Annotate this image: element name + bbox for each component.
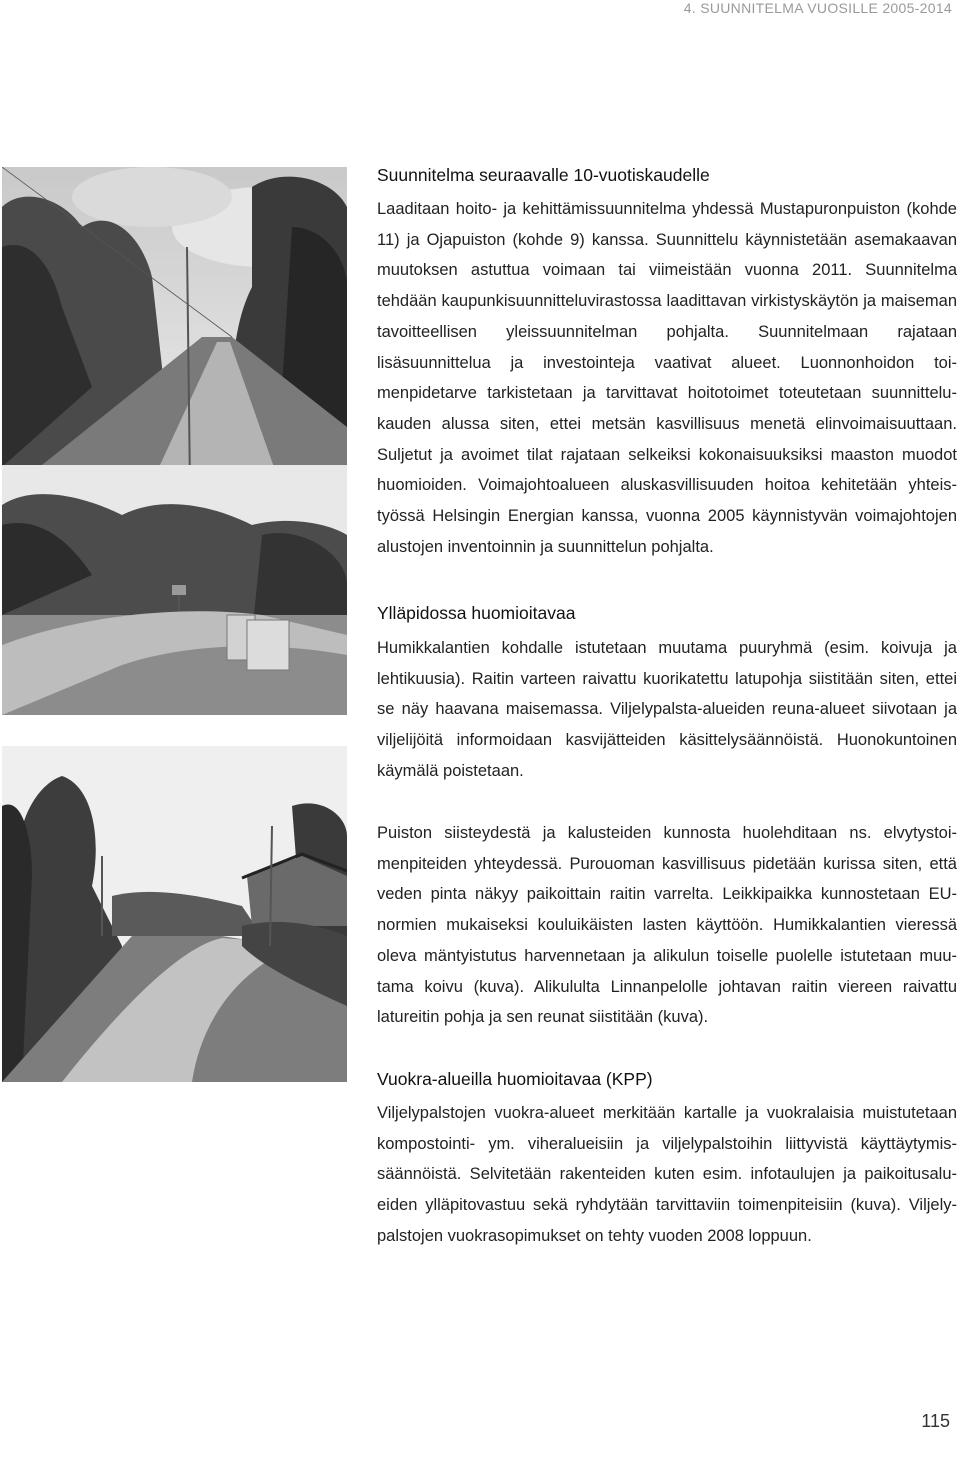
section-heading-maintenance: Ylläpidossa huomioitavaa — [377, 603, 576, 623]
photo-road-with-cabin — [2, 746, 347, 1082]
section-body-rental-areas: Viljelypalstojen vuokra-alueet merkitään kartalle ja vuokralaisia muistutetaan kompostointi- ym. viheralueisiin ja viljelypalstoihin liittyvistä käyttäytymissäännöistä. Selvitetään rakenteiden kuten esim. infotaulujen ja paikoitusalueiden ylläpitovastuu sekä ryhdytään tarvittaviin toimenpiteisiin (kuva). Viljelypalstojen vuokrasopimukset on tehty vuoden 2008 loppuun. — [377, 1104, 957, 1245]
page-number: 115 — [921, 1411, 950, 1431]
photo-path-crossing-waste-bins — [2, 465, 347, 715]
section-body-ten-year-plan: Laaditaan hoito- ja kehittämissuunnitelma yhdessä Mustapuronpuiston (kohde 11) ja Ojapuiston (kohde 9) kanssa. Suunnittelu käynnistetään asemakaavan muutoksen astuttua voimaan tai viimeistään vuonna 2011. Suunnitelma tehdään kaupunkisuunnitteluvirastossa laadittavan virkistyskäytön ja maiseman tavoitteellisen yleissuunnitelman pohjalta. Suunnitelmaan rajataan lisäsuunnittelua ja investointeja vaativat alueet. Luonnonhoidon toimenpidetarve tarkistetaan ja tarvittavat hoitotoimet toteutetaan suunnittelukauden alussa siten, ettei metsän kasvillisuus menetä elinvoimaisuuttaan. Suljetut ja avoimet tilat rajataan selkeiksi kokonaisuuksiksi maaston muodot huomioiden. Voimajohtoalueen aluskasvillisuuden hoitoa kehitetään yhteistyössä Helsingin Energian kanssa, vuonna 2005 käynnistyvän voimajohtojen alustojen inventoinnin ja suunnittelun pohjalta. — [377, 200, 957, 556]
section-body-maintenance: Humikkalantien kohdalle istutetaan muutama puuryhmä (esim. koivuja ja lehtikuusia). Raitin varteen raivattu kuorikatettu latupohja siistitään siten, ettei se näy haavana maisemassa. Viljelypalsta-alueiden reuna-alueet siivotaan ja viljelijöitä informoidaan kasvijätteiden käsittelysäännöistä. Huonokuntoinen käymälä poistetaan. — [377, 639, 957, 780]
section-heading-ten-year-plan: Suunnitelma seuraavalle 10-vuotiskaudelle — [377, 165, 710, 185]
section-heading-rental-areas: Vuokra-alueilla huomioitavaa (KPP) — [377, 1069, 653, 1089]
section-body-park-cleanliness: Puiston siisteydestä ja kalusteiden kunnosta huolehditaan ns. elvytystoimenpiteiden yhteydessä. Purouoman kasvillisuus pidetään kurissa siten, että veden pinta näkyy paikoittain raitin varrelta. Leikkipaikka kunnostetaan EU-normien mukaiseksi kouluikäisten lasten käyttöön. Humikkalantien vieressä oleva mäntyistutus harvennetaan ja alikulun toiselle puolelle istutetaan muutama koivu (kuva). Alikululta Linnanpelolle johtavan raitin viereen raivattu latureitin pohja ja sen reunat siistitään (kuva). — [377, 824, 957, 1027]
running-head: 4. SUUNNITELMA VUOSILLE 2005-2014 — [683, 0, 952, 16]
